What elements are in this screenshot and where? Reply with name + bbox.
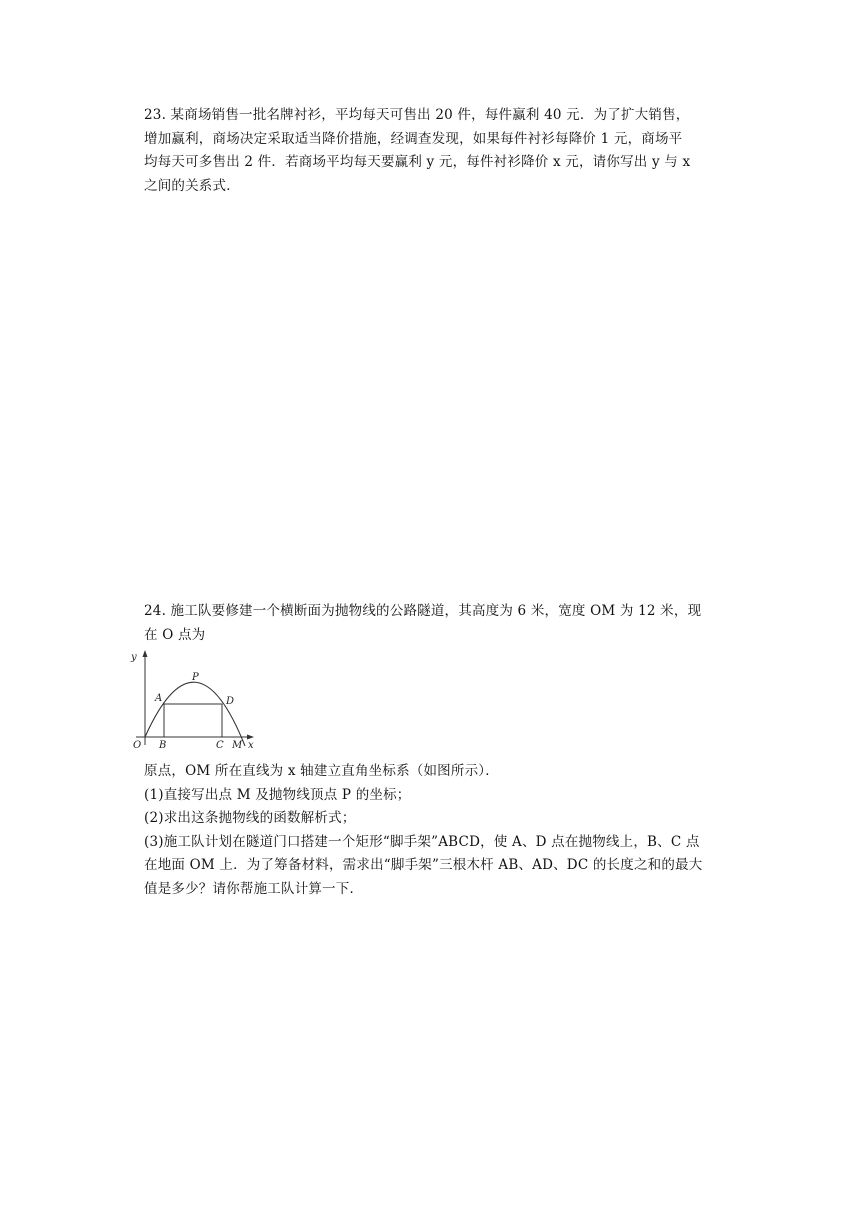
q24-body-line-1: 原点，OM 所在直线为 x 轴建立直角坐标系（如图所示）． xyxy=(144,763,499,779)
y-axis-arrow xyxy=(143,650,148,657)
label-o: O xyxy=(133,740,142,751)
q24-body-line-5: 在地面 OM 上．为了筹备材料，需求出“脚手架”三根木杆 AB、AD、DC 的长度之和的最大 xyxy=(144,857,703,873)
question-24-intro xyxy=(144,600,734,647)
q24-head-line-2: 在 O 点为 xyxy=(144,626,206,643)
question-24-body xyxy=(144,760,734,901)
q23-line-2: 增加赢利，商场决定采取适当降价措施，经调查发现，如果每件衬衫每降价 1 元，商场平 xyxy=(144,130,683,147)
label-c: C xyxy=(216,740,224,751)
q23-line-4: 之间的关系式． xyxy=(144,177,240,194)
question-23 xyxy=(144,104,734,198)
label-y: y xyxy=(131,652,137,663)
x-axis-arrow xyxy=(247,735,254,740)
q24-body-line-4: (3)施工队计划在隧道门口搭建一个矩形“脚手架”ABCD，使 A、D 点在抛物线上，B、C 点 xyxy=(144,833,700,850)
q23-line-3: 均每天可多售出 2 件．若商场平均每天要赢利 y 元，每件衬衫降价 x 元，请你写出 y 与 x xyxy=(144,154,691,170)
scaffold-rectangle xyxy=(164,704,222,737)
parabola-curve xyxy=(145,682,245,746)
q24-body-line-6: 值是多少？请你帮施工队计算一下． xyxy=(144,880,364,897)
q24-head-line-1: 24. 施工队要修建一个横断面为抛物线的公路隧道，其高度为 6 米，宽度 OM 为 12 米，现 xyxy=(144,603,702,619)
q24-body-line-3: (2)求出这条抛物线的函数解析式； xyxy=(144,810,356,826)
q24-body-line-2: (1)直接写出点 M 及抛物线顶点 P 的坐标； xyxy=(144,786,411,803)
tunnel-parabola-figure xyxy=(128,648,264,754)
label-d: D xyxy=(226,696,235,707)
label-m: M xyxy=(232,740,243,751)
label-a: A xyxy=(155,693,163,704)
label-b: B xyxy=(159,740,167,751)
q23-line-1: 23. 某商场销售一批名牌衬衫，平均每天可售出 20 件，每件赢利 40 元．为了扩大销售， xyxy=(144,107,690,123)
label-x: x xyxy=(248,740,254,751)
label-p: P xyxy=(192,672,199,683)
